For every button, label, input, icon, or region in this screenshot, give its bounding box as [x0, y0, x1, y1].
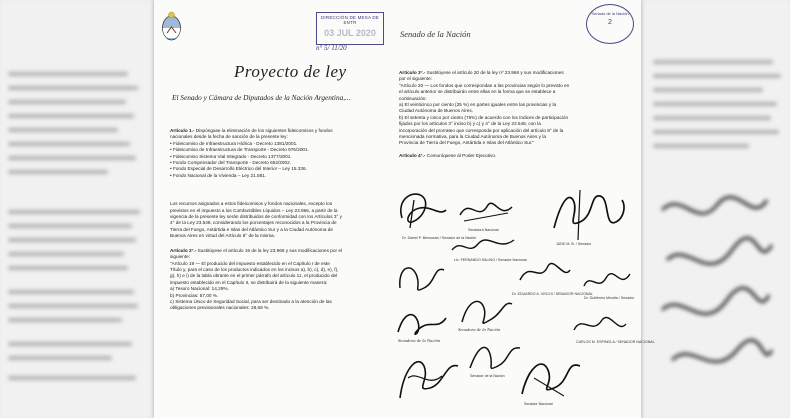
text-line: c) Sistema Único de Seguridad Social, para ser destinado a la atención de las — [170, 298, 332, 304]
text-line: el artículo anterior se distribuirán entre ellas en la forma que se establece a — [399, 89, 556, 95]
text-line: mencionada normativa, para la Ciudad Autónoma de Buenos Aires y la — [399, 134, 546, 140]
signature-label: Senadora de la Nación — [398, 338, 441, 343]
folio-round-stamp — [586, 4, 634, 44]
signature-label: Senador Nacional — [524, 402, 553, 406]
text-line: Provincia de Tierra del Fuego, Antártida e Islas del Atlántico Sur." — [399, 140, 535, 146]
text-line: • Fideicomiso de Infraestructura Hídrica - Decreto 1381/2001. — [170, 140, 298, 146]
text-line: siguiente: — [170, 254, 191, 260]
text-line: "Artículo 19 — El producido del impuesto establecido en el Capítulo I de este — [170, 260, 330, 266]
text-line: • Fideicomiso Sistema Vial Integrado - Decreto 1377/2001. — [170, 153, 292, 159]
signature-label: Dr. Guillermo Mendia / Senador — [584, 296, 635, 300]
blurred-background-right — [643, 0, 790, 418]
signature-mark — [394, 348, 464, 408]
round-stamp-text: Senado de la Nación — [591, 11, 629, 16]
text-line: b) El setenta y cinco por ciento (75%) de acuerdo con los índices de participación — [399, 114, 569, 120]
signature-label: JUDE M. B. / Senador — [556, 242, 592, 246]
signature-label: Dr. EDUARDO A. VISCHI / SENADOR NACIONAL — [512, 292, 593, 296]
signature-mark — [580, 268, 634, 298]
text-line: Artículo 2°.- Sustitúyese el artículo 19 de la ley 23.966 y sus modificaciones por el — [170, 247, 343, 253]
blurred-signatures-icon — [657, 190, 777, 390]
text-line: • Fondo Nacional de la Vivienda – Ley 21.581. — [170, 172, 267, 178]
signature-mark — [394, 258, 449, 298]
text-line: continuación: — [399, 95, 427, 101]
text-line: nacionales desde la fecha de sanción de la presente ley: — [170, 134, 288, 140]
text-line: 4° de la Ley 23.548, considerando los porcentajes reconocidos a la Provincia de — [170, 220, 337, 226]
law-project-page — [154, 0, 655, 418]
senado-header: Senado de la Nación — [400, 29, 471, 39]
text-line — [170, 240, 390, 248]
text-line: a) El veinticinco por ciento (25 %) en partes iguales entre las provincias y la — [399, 102, 557, 108]
text-line: Título y, para el caso de los productos indicados en los incisos a), b), c), d), e), f), — [170, 266, 339, 272]
text-line: Ciudad Autónoma de Buenos Aires. — [399, 108, 474, 114]
text-line — [170, 179, 390, 201]
text-line: • Fideicomiso de Infraestructura de Transporte - Decreto 976/2001. — [170, 147, 309, 153]
national-coat-of-arms-icon — [161, 11, 182, 42]
text-line: Artículo 4°.- Comuníquese al Poder Ejecutivo. — [399, 152, 497, 158]
signature-label: Dr. Daniel P. Bensusán / Senador de la Nación — [402, 236, 477, 240]
text-line: por el siguiente: — [399, 76, 433, 82]
signature-mark — [394, 306, 449, 342]
entry-stamp-date: 03 JUL 2020 — [324, 28, 376, 38]
blurred-background-left — [0, 0, 152, 418]
signature-mark — [514, 348, 584, 406]
text-line: g), h) e i) de la tabla obrante en el primer párrafo del artículo 11, el producido del — [170, 273, 338, 279]
signature-mark — [456, 193, 516, 231]
round-stamp-folio: 2 — [608, 19, 612, 26]
text-line: Artículo 3°.- Sustitúyese el artículo 20 de la ley nº 23.966 y sus modificaciones — [399, 70, 564, 75]
signature-mark — [544, 188, 629, 243]
text-line: incorporación del prorrateo que corresponda por aplicación del artículo 8° de la — [399, 127, 564, 133]
right-column-text — [399, 70, 635, 159]
signature-mark — [456, 294, 516, 330]
signatures-area — [394, 188, 655, 413]
text-line: fijados por los artículos 3° inciso b) y c) y 4° de la Ley 23.548, con la — [399, 121, 541, 127]
text-line: • Fondo Compensador del Transporte - Decreto 652/2002. — [170, 160, 291, 166]
entry-stamp-handwriting: n° 5/ 11/20 — [316, 44, 347, 52]
entry-stamp — [316, 12, 384, 45]
text-line: • Fondo Especial de Desarrollo Eléctrico del Interior – Ley 15.336. — [170, 166, 307, 172]
signature-label: Senadora Nacional — [468, 228, 499, 232]
left-column-text — [170, 128, 390, 312]
signature-mark — [514, 256, 574, 292]
signature-label: Lic. FERNANDO SALINO / Senador Nacional — [454, 258, 527, 262]
signature-mark — [570, 308, 630, 342]
text-line: b) Provincias: 57,00 %. — [170, 292, 219, 298]
text-line: "Artículo 20 — Los fondos que correspondan a las provincias según lo previsto en — [399, 82, 570, 88]
text-line: Tierra del Fuego, Antártida e Islas del Atlántico Sur y a la Ciudad Autónoma de — [170, 226, 333, 232]
text-line: vigencia de la presente ley serán distribuidos de conformidad con los Artículos 3° y — [170, 214, 343, 220]
enactment-formula: El Senado y Cámara de Diputados de la Nación Argentina,... — [172, 93, 351, 102]
entry-stamp-title: DIRECCIÓN DE MESA DE ENTR — [320, 15, 379, 25]
signature-label: CARLOS M. ESPINOLA / SENADOR NACIONAL — [576, 340, 655, 344]
text-line: Los recursos asignados a estos fideicomisos y fondos nacionales, excepto los — [170, 201, 333, 207]
signature-mark — [394, 188, 454, 233]
text-line: previstos en el impuesto a los Combustibles Líquidos – Ley 23.966, a partir de la — [170, 207, 338, 213]
text-line: obligaciones previsionales nacionales: 28,68 %. — [170, 305, 270, 311]
text-line: Buenos Aires en virtud del Artículo 8° de la misma. — [170, 233, 276, 239]
text-line: a) Tesoro Nacional: 14,29%. — [170, 286, 229, 292]
signature-label: Senador de la Nación — [470, 374, 505, 378]
text-line: impuesto establecido en el Capítulo II, se distribuirá de la siguiente manera: — [170, 279, 328, 285]
signature-label: Senadora de la Nación — [458, 327, 501, 332]
text-line: Artículo 1.- Dispóngase la eliminación de los siguientes fideicomisos y fondos — [170, 128, 333, 133]
document-title: Proyecto de ley — [234, 62, 347, 81]
